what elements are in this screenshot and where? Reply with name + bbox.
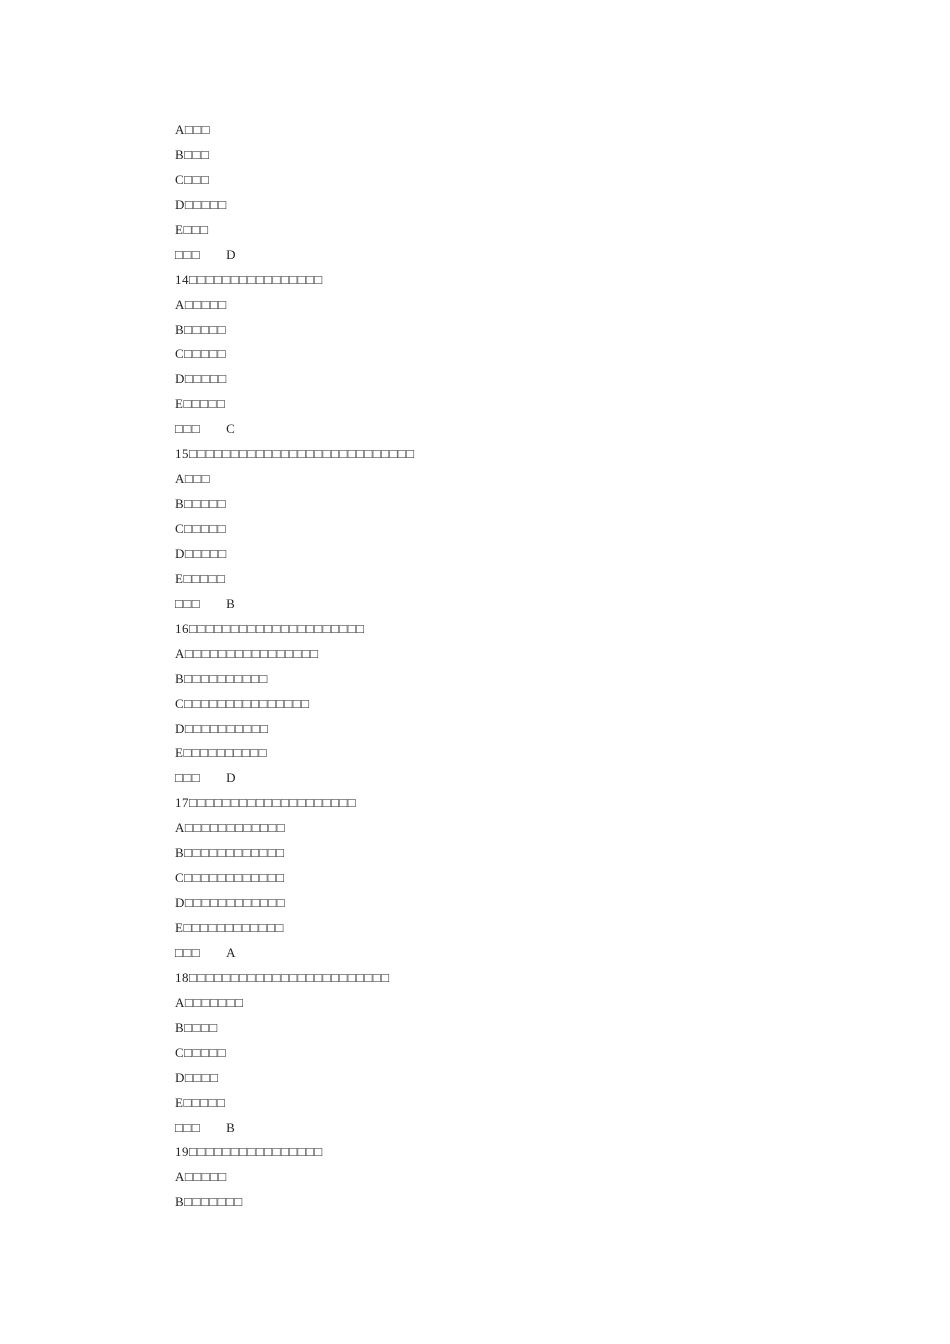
question-stem: 18□□□□□□□□□□□□□□□□□□□□□□□□ <box>175 969 390 985</box>
answer-label: □□□ <box>175 595 201 611</box>
answer-option: B□□□□□ <box>175 496 226 512</box>
question-stem: 14□□□□□□□□□□□□□□□□ <box>175 271 323 287</box>
answer-option: E□□□□□ <box>175 570 226 586</box>
answer-label: □□□ <box>175 770 201 786</box>
answer-option: B□□□□□ <box>175 321 226 337</box>
answer-option: C□□□ <box>175 171 210 187</box>
answer-option: B□□□ <box>175 146 210 162</box>
answer-option: B□□□□ <box>175 1019 218 1035</box>
answer-option: D□□□□ <box>175 1069 219 1085</box>
answer-option: A□□□ <box>175 471 210 487</box>
answer-label: □□□ <box>175 421 201 437</box>
answer-line <box>175 941 875 966</box>
question-stem: 16□□□□□□□□□□□□□□□□□□□□□ <box>175 620 365 636</box>
answer-option: A□□□□□□□ <box>175 994 244 1010</box>
answer-line <box>175 592 875 617</box>
answer-option: B□□□□□□□□□□ <box>175 670 268 686</box>
question-list <box>175 118 875 1215</box>
answer-value: D <box>226 246 236 262</box>
answer-option: E□□□□□ <box>175 1094 226 1110</box>
answer-option: C□□□□□ <box>175 521 226 536</box>
answer-label: □□□ <box>175 1119 201 1135</box>
answer-option: A□□□□□ <box>175 296 227 312</box>
answer-option: C□□□□□ <box>175 1044 226 1060</box>
answer-line <box>175 417 875 442</box>
answer-option: C□□□□□□□□□□□□□□□ <box>175 695 310 711</box>
answer-option: A□□□ <box>175 122 210 137</box>
answer-value: D <box>226 770 236 786</box>
answer-line <box>175 1116 875 1141</box>
answer-option: A□□□□□□□□□□□□□□□□ <box>175 645 319 661</box>
answer-line <box>175 243 875 268</box>
answer-value: A <box>226 944 236 960</box>
question-stem: 17□□□□□□□□□□□□□□□□□□□□ <box>175 795 357 811</box>
answer-option: E□□□□□□□□□□ <box>175 745 267 761</box>
answer-label: □□□ <box>175 246 201 262</box>
answer-option: D□□□□□ <box>175 371 227 387</box>
answer-option: D□□□□□□□□□□□□ <box>175 895 286 911</box>
answer-option: A□□□□□□□□□□□□ <box>175 820 286 836</box>
answer-option: A□□□□□ <box>175 1169 227 1185</box>
answer-value: C <box>226 421 236 437</box>
answer-option: C□□□□□□□□□□□□ <box>175 870 285 886</box>
answer-option: D□□□□□□□□□□ <box>175 720 269 736</box>
answer-option: E□□□□□□□□□□□□ <box>175 920 284 935</box>
answer-option: D□□□□□ <box>175 196 227 212</box>
answer-value: B <box>226 595 236 611</box>
answer-option: E□□□ <box>175 221 209 237</box>
question-stem: 19□□□□□□□□□□□□□□□□ <box>175 1144 323 1160</box>
answer-value: B <box>226 1119 236 1135</box>
answer-line <box>175 766 875 791</box>
answer-option: D□□□□□ <box>175 545 227 561</box>
answer-option: E□□□□□ <box>175 396 226 412</box>
answer-option: B□□□□□□□□□□□□ <box>175 845 285 861</box>
answer-option: C□□□□□ <box>175 346 226 362</box>
answer-label: □□□ <box>175 944 201 960</box>
question-stem: 15□□□□□□□□□□□□□□□□□□□□□□□□□□□ <box>175 446 415 462</box>
answer-option: B□□□□□□□ <box>175 1194 243 1210</box>
